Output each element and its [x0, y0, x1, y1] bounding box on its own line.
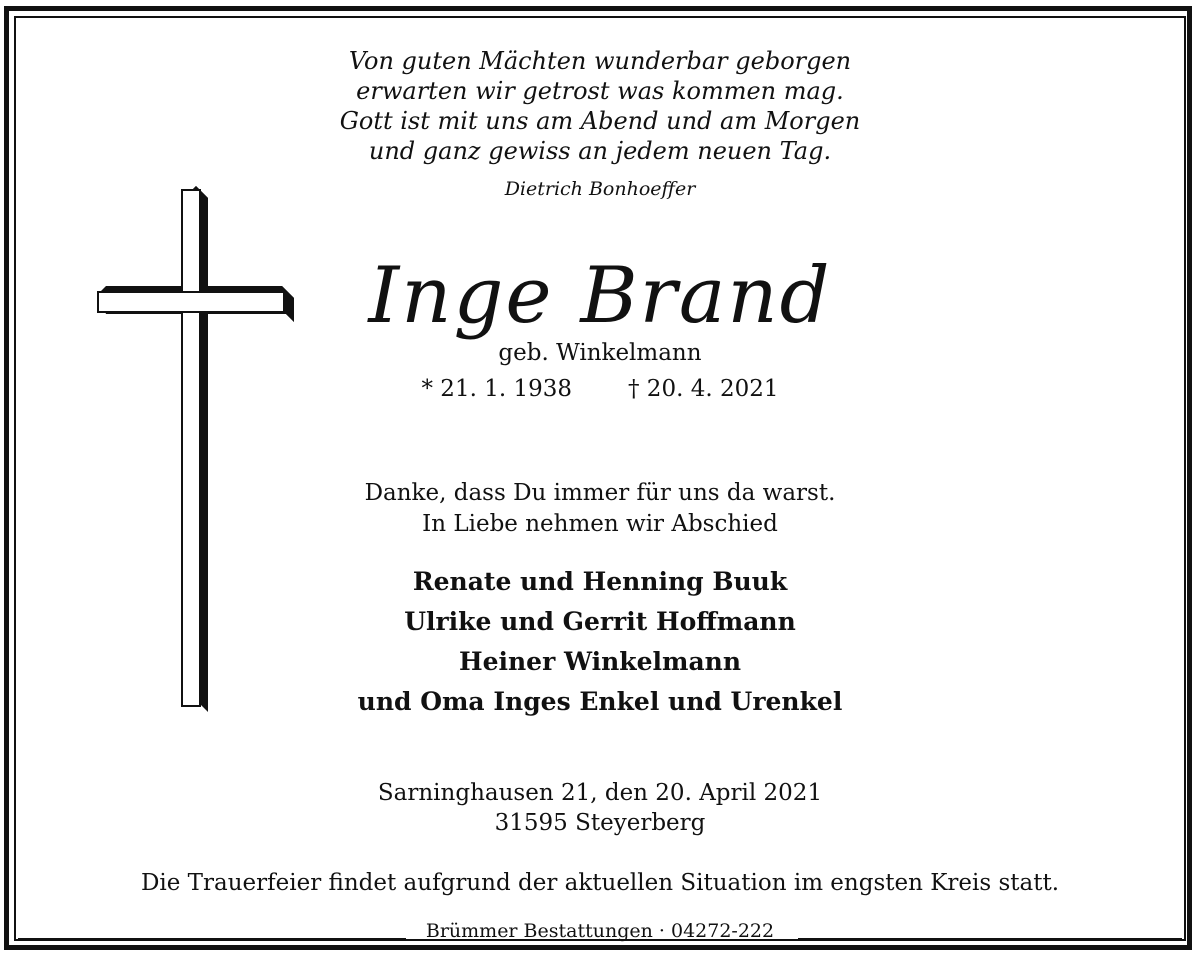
poem: [0, 46, 1200, 166]
poem-author: Dietrich Bonhoeffer: [504, 178, 696, 200]
mourner: Ulrike und Gerrit Hoffmann: [404, 607, 796, 636]
funeral-note: Die Trauerfeier findet aufgrund der aktuellen Situation im engsten Kreis statt.: [140, 870, 1060, 896]
mourner: und Oma Inges Enkel und Urenkel: [357, 687, 843, 716]
address: [0, 778, 1200, 838]
birth-name: geb. Winkelmann: [498, 340, 702, 366]
address-line: 31595 Steyerberg: [494, 810, 706, 836]
thanks-text: [0, 478, 1200, 540]
funeral-home-footer: Brümmer Bestattungen · 04272-222: [425, 920, 775, 942]
mourners-list: [0, 562, 1200, 722]
mourner: Heiner Winkelmann: [458, 647, 742, 676]
death-date: † 20. 4. 2021: [628, 376, 779, 402]
poem-line: Gott ist mit uns am Abend und am Morgen: [339, 107, 861, 135]
deceased-name: Inge Brand: [368, 251, 832, 341]
thanks-line: In Liebe nehmen wir Abschied: [422, 511, 778, 537]
poem-line: erwarten wir getrost was kommen mag.: [356, 77, 844, 105]
mourner: Renate und Henning Buuk: [412, 567, 788, 596]
birth-date: * 21. 1. 1938: [421, 376, 572, 402]
poem-line: und ganz gewiss an jedem neuen Tag.: [368, 137, 832, 165]
life-dates: [0, 376, 1200, 402]
poem-line: Von guten Mächten wunderbar geborgen: [348, 47, 852, 75]
address-line: Sarninghausen 21, den 20. April 2021: [377, 780, 823, 806]
thanks-line: Danke, dass Du immer für uns da warst.: [364, 480, 836, 506]
